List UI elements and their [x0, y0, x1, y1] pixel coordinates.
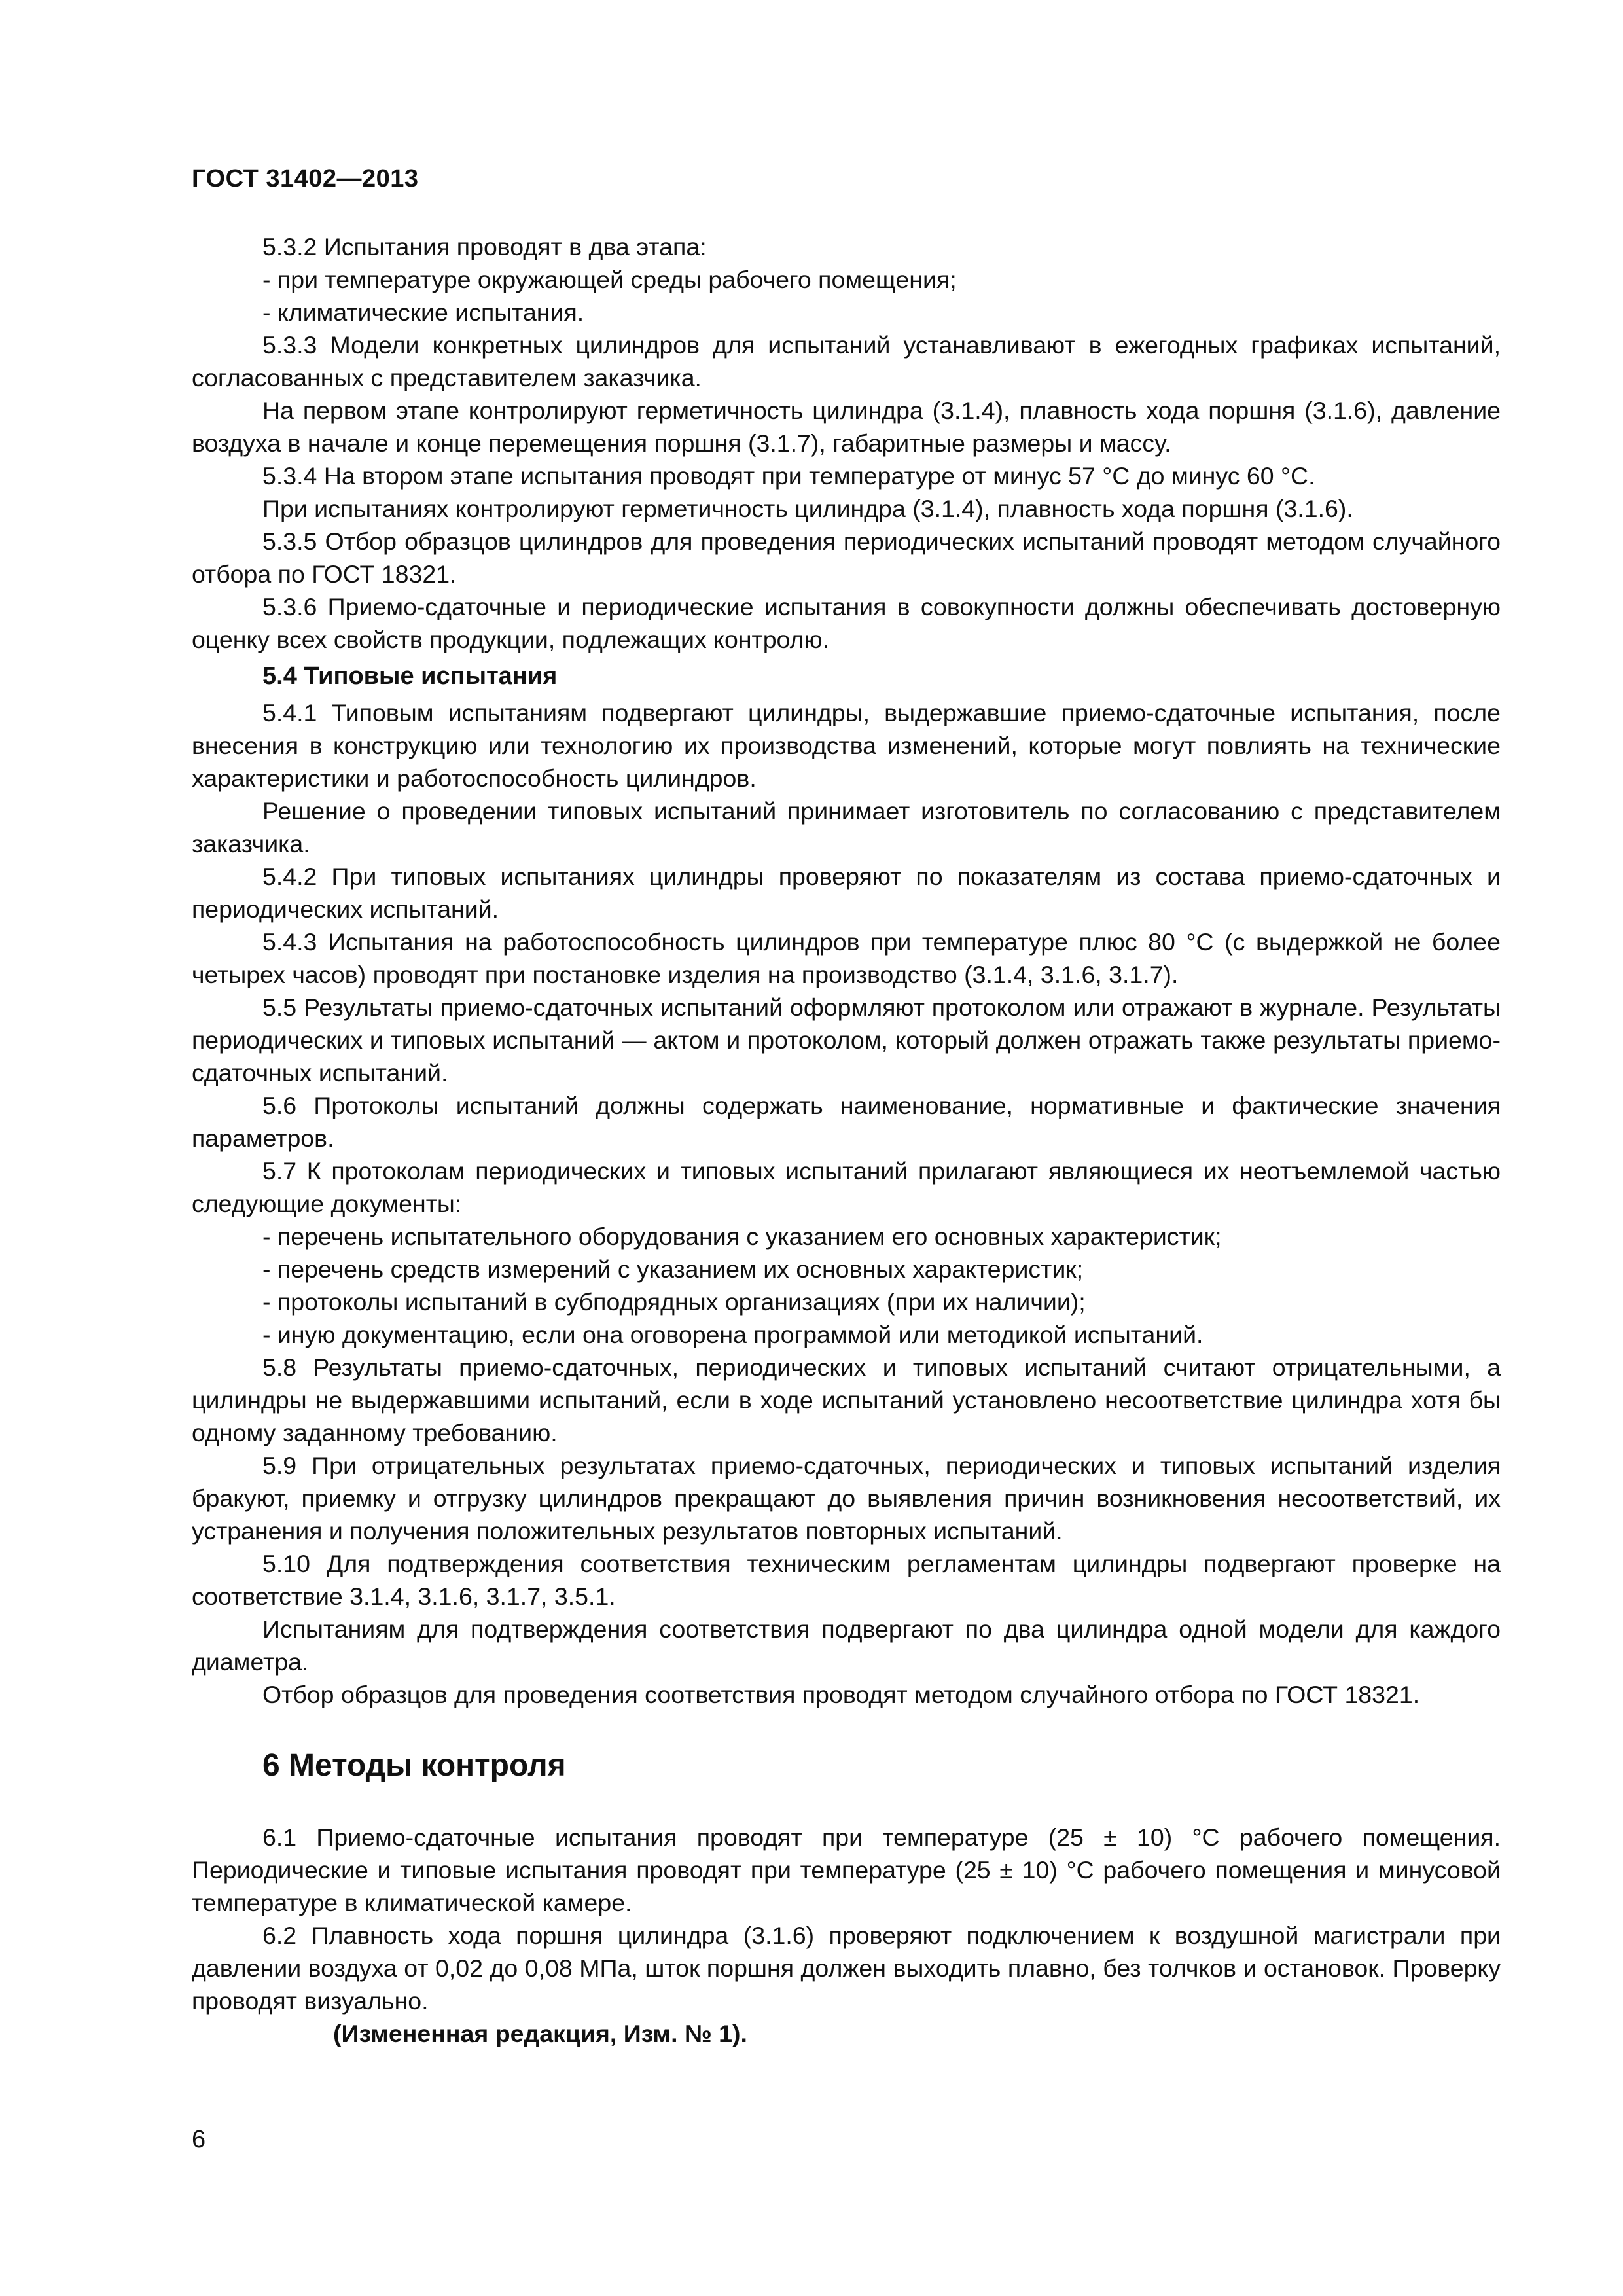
paragraph-6-1: 6.1 Приемо-сдаточные испытания проводят при температуре (25 ± 10) °С рабочего помещения. Периодические и типовые испытания проводят при температуре (25 ± 10) °С рабочего помещения и минусовой температуре в климатической камере.	[192, 1823, 1501, 1916]
paragraph-5-3-5: 5.3.5 Отбор образцов цилиндров для проведения периодических испытаний проводят методом случайного отбора по ГОСТ 18321.	[192, 528, 1501, 588]
paragraph-5-4-2: 5.4.2 При типовых испытаниях цилиндры проверяют по показателям из состава приемо-сдаточных и периодических испытаний.	[192, 863, 1501, 923]
paragraph-5-3-3: 5.3.3 Модели конкретных цилиндров для испытаний устанавливают в ежегодных графиках испытаний, согласованных с представителем заказчика.	[192, 331, 1501, 391]
paragraph: Решение о проведении типовых испытаний принимает изготовитель по согласованию с представителем заказчика.	[192, 797, 1501, 857]
paragraph-5-5: 5.5 Результаты приемо-сдаточных испытаний оформляют протоколом или отражают в журнале. Результаты периодических и типовых испытаний — актом и протоколом, который должен отражать также результаты приемо-сдаточных испытаний.	[192, 994, 1501, 1086]
paragraph-5-10: 5.10 Для подтверждения соответствия техническим регламентам цилиндры подвергают проверке на соответствие 3.1.4, 3.1.6, 3.1.7, 3.5.1.	[192, 1550, 1501, 1610]
paragraph-5-4-1: 5.4.1 Типовым испытаниям подвергают цилиндры, выдержавшие приемо-сдаточные испытания, после внесения в конструкцию или технологию их производства изменений, которые могут повлиять на технические характеристики и работоспособность цилиндров.	[192, 699, 1501, 792]
document-body	[192, 230, 1501, 2050]
paragraph: Испытаниям для подтверждения соответствия подвергают по два цилиндра одной модели для каждого диаметра.	[192, 1615, 1501, 1676]
section-heading-6: 6 Методы контроля	[262, 1748, 566, 1783]
paragraph: На первом этапе контролируют герметичность цилиндра (3.1.4), плавность хода поршня (3.1.6), давление воздуха в начале и конце перемещения поршня (3.1.7), габаритные размеры и массу.	[192, 397, 1501, 457]
page-number: 6	[192, 2126, 206, 2153]
document-header: ГОСТ 31402—2013	[192, 165, 419, 192]
paragraph-5-3-2: 5.3.2 Испытания проводят в два этапа:	[262, 233, 707, 260]
subsection-heading-5-4: 5.4 Типовые испытания	[262, 662, 558, 690]
paragraph: Отбор образцов для проведения соответствия проводят методом случайного отбора по ГОСТ 18321.	[262, 1681, 1420, 1708]
list-item: - иную документацию, если она оговорена программой или методикой испытаний.	[262, 1321, 1204, 1348]
paragraph-6-2: 6.2 Плавность хода поршня цилиндра (3.1.6) проверяют подключением к воздушной магистрали при давлении воздуха от 0,02 до 0,08 МПа, шток поршня должен выходить плавно, без толчков и остановок. Проверку проводят визуально.	[192, 1922, 1501, 2015]
list-item: - перечень испытательного оборудования с указанием его основных характеристик;	[262, 1223, 1222, 1250]
paragraph-5-6: 5.6 Протоколы испытаний должны содержать наименование, нормативные и фактические значения параметров.	[192, 1092, 1501, 1152]
paragraph-5-4-3: 5.4.3 Испытания на работоспособность цилиндров при температуре плюс 80 °С (с выдержкой не более четырех часов) проводят при постановке изделия на производство (3.1.4, 3.1.6, 3.1.7).	[192, 928, 1501, 988]
list-item: - перечень средств измерений с указанием их основных характеристик;	[262, 1255, 1084, 1283]
paragraph-5-8: 5.8 Результаты приемо-сдаточных, периодических и типовых испытаний считают отрицательными, а цилиндры не выдержавшими испытаний, если в ходе испытаний установлено несоответствие цилиндра хотя бы одному заданному требованию.	[192, 1354, 1501, 1446]
paragraph: При испытаниях контролируют герметичность цилиндра (3.1.4), плавность хода поршня (3.1.6).	[262, 495, 1353, 522]
paragraph-5-3-6: 5.3.6 Приемо-сдаточные и периодические испытания в совокупности должны обеспечивать достоверную оценку всех свойств продукции, подлежащих контролю.	[192, 593, 1501, 653]
paragraph-5-7: 5.7 К протоколам периодических и типовых испытаний прилагают являющиеся их неотъемлемой частью следующие документы:	[192, 1157, 1501, 1217]
paragraph-5-9: 5.9 При отрицательных результатах приемо-сдаточных, периодических и типовых испытаний изделия бракуют, приемку и отгрузку цилиндров прекращают до выявления причин возникновения несоответствий, их устранения и получения положительных результатов повторных испытаний.	[192, 1452, 1501, 1545]
list-item: - климатические испытания.	[262, 298, 584, 326]
list-item: - протоколы испытаний в субподрядных организациях (при их наличии);	[262, 1288, 1086, 1316]
paragraph-5-3-4: 5.3.4 На втором этапе испытания проводят при температуре от минус 57 °С до минус 60 °С.	[262, 462, 1315, 490]
list-item: - при температуре окружающей среды рабочего помещения;	[262, 266, 957, 293]
amendment-note: (Измененная редакция, Изм. № 1).	[333, 2020, 747, 2047]
